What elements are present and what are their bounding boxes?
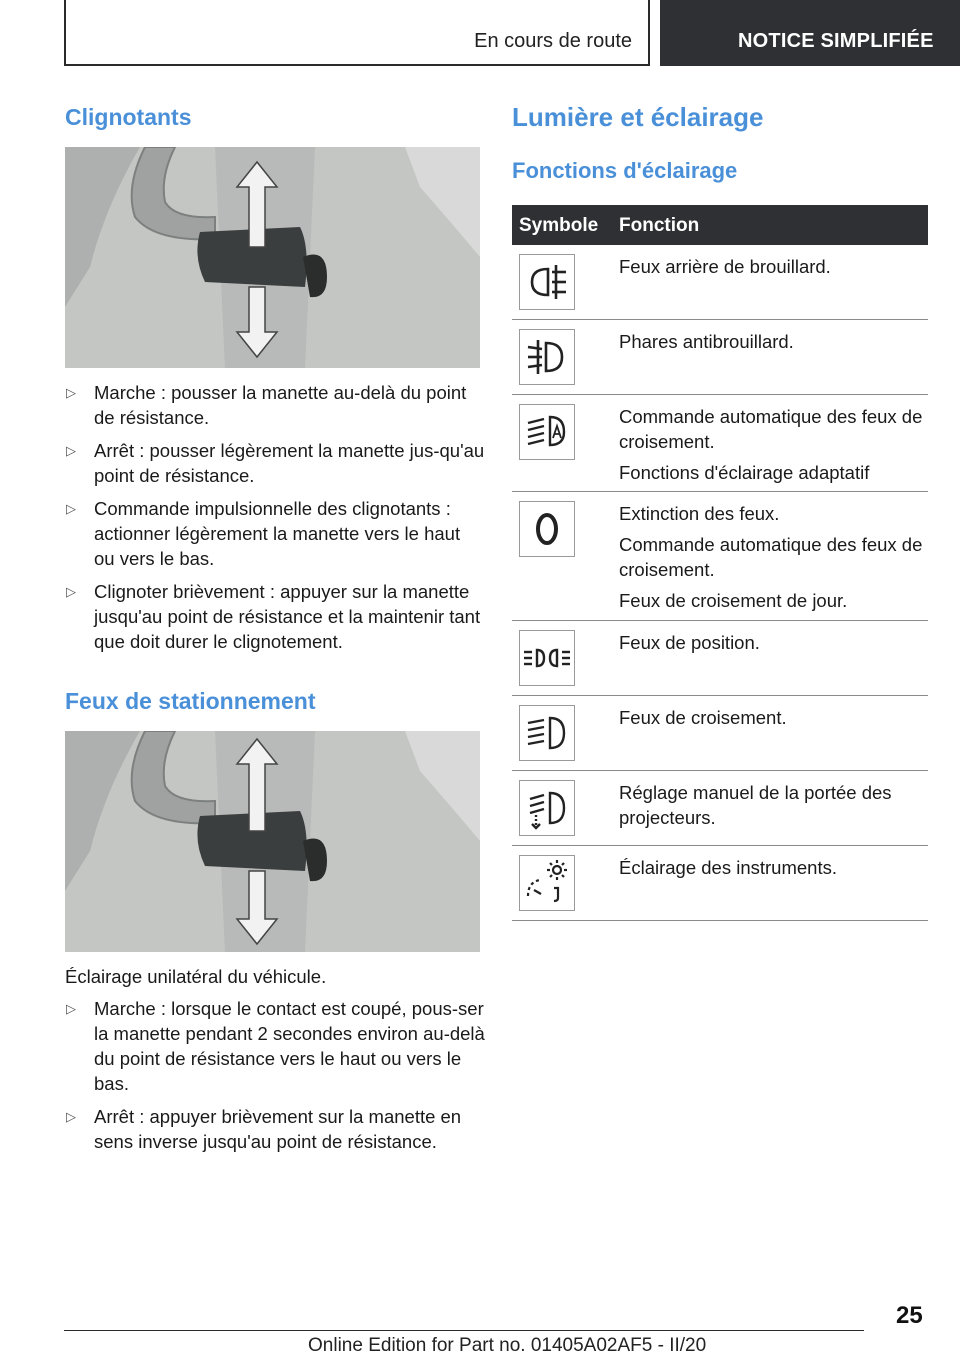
front-fog-light-icon xyxy=(519,329,575,385)
section-title-turn-signals: Clignotants xyxy=(65,104,192,130)
turn-signal-lever-photo xyxy=(65,147,480,368)
table-row xyxy=(512,492,928,621)
function-cell: Réglage manuel de la portée des projecteurs. xyxy=(619,782,892,828)
low-beam-icon xyxy=(519,705,575,761)
column-header-symbol: Symbole xyxy=(519,215,599,236)
function-cell: Feux de position. xyxy=(619,632,760,653)
section-title-parking-lights: Feux de stationnement xyxy=(65,688,316,714)
header-badge-label: NOTICE SIMPLIFIÉE xyxy=(738,30,934,52)
header-section-title: En cours de route xyxy=(474,30,632,52)
function-cell: Feux arrière de brouillard. xyxy=(619,256,831,277)
parking-lights-description: Éclairage unilatéral du véhicule. xyxy=(65,966,327,987)
list-item: ▷ Clignoter brièvement : appuyer sur la manette jusqu'au point de résistance et la maintenir tant que doit durer le clignotement. xyxy=(66,581,481,652)
section-title-lighting-functions: Fonctions d'éclairage xyxy=(512,158,738,183)
list-item: ▷ Arrêt : pousser légèrement la manette jus-qu'au point de résistance. xyxy=(66,440,485,486)
function-cell: Éclairage des instruments. xyxy=(619,857,837,878)
footer-edition: Online Edition for Part no. 01405A02AF5 - II/20 xyxy=(308,1335,707,1356)
column-header-function: Fonction xyxy=(619,215,700,236)
chapter-title: Lumière et éclairage xyxy=(512,102,764,132)
table-row xyxy=(512,395,928,492)
lights-off-icon xyxy=(519,501,575,557)
table-row xyxy=(512,245,928,320)
list-item: ▷ Marche : lorsque le contact est coupé, pous-ser la manette pendant 2 secondes environ au-delà du point de résistance vers le haut ou vers le bas. xyxy=(66,998,485,1094)
instrument-lighting-icon xyxy=(519,855,575,911)
table-row xyxy=(512,846,928,921)
bullet-triangle-icon: ▷ xyxy=(66,1109,76,1124)
parking-light-lever-photo xyxy=(65,731,480,952)
function-cell: Extinction des feux. Commande automatique des feux de croisement. Feux de croisement de jour. xyxy=(619,503,923,611)
turn-signal-instructions xyxy=(65,380,485,662)
bullet-triangle-icon: ▷ xyxy=(66,584,76,599)
table-row xyxy=(512,696,928,771)
function-cell: Feux de croisement. xyxy=(619,707,787,728)
bullet-triangle-icon: ▷ xyxy=(66,385,76,400)
parking-light-instructions xyxy=(65,996,485,1162)
parking-lights-icon xyxy=(519,630,575,686)
bullet-triangle-icon: ▷ xyxy=(66,1001,76,1016)
table-row xyxy=(512,771,928,846)
footer-divider xyxy=(64,1330,864,1331)
headlight-range-icon xyxy=(519,780,575,836)
table-row xyxy=(512,320,928,395)
rear-fog-light-icon xyxy=(519,254,575,310)
bullet-triangle-icon: ▷ xyxy=(66,443,76,458)
bullet-triangle-icon: ▷ xyxy=(66,501,76,516)
table-row xyxy=(512,621,928,696)
list-item: ▷ Arrêt : appuyer brièvement sur la manette en sens inverse jusqu'au point de résistance. xyxy=(66,1106,462,1152)
table-header xyxy=(512,205,928,245)
function-cell: Commande automatique des feux de croisement. Fonctions d'éclairage adaptatif xyxy=(619,406,923,483)
function-cell: Phares antibrouillard. xyxy=(619,331,794,352)
header-badge xyxy=(660,0,960,66)
list-item: ▷ Marche : pousser la manette au-delà du point de résistance. xyxy=(66,382,467,428)
auto-headlight-icon xyxy=(519,404,575,460)
page-number: 25 xyxy=(896,1302,923,1329)
list-item: ▷ Commande impulsionnelle des clignotants : actionner légèrement la manette vers le haut ou vers le bas. xyxy=(66,498,461,569)
lighting-functions-table xyxy=(512,205,928,921)
header-section-box xyxy=(64,0,650,66)
